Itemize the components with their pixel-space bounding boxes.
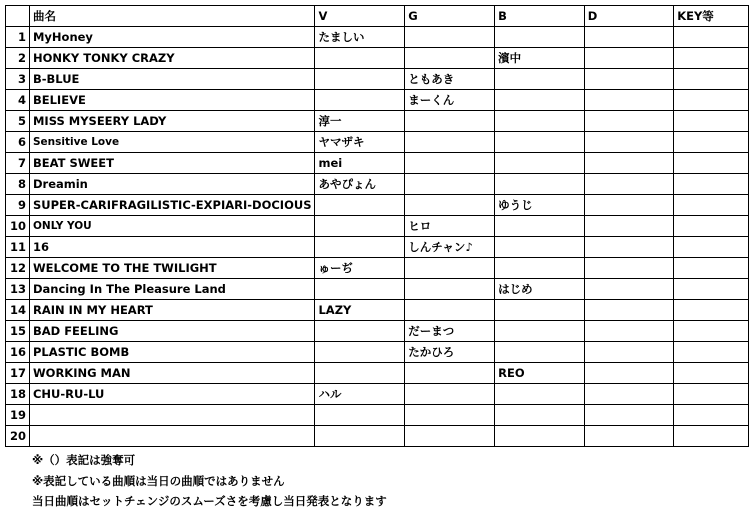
row-number-cell[interactable]: 2 xyxy=(6,48,30,69)
table-row xyxy=(6,258,749,279)
table-row xyxy=(6,342,749,363)
vocal-cell[interactable]: ゅーぢ xyxy=(315,258,405,279)
drums-cell[interactable] xyxy=(584,342,673,363)
table-row xyxy=(6,27,749,48)
song-title-cell[interactable] xyxy=(29,405,315,426)
song-title-cell[interactable]: Dancing In The Pleasure Land xyxy=(29,279,315,300)
bass-cell[interactable] xyxy=(495,90,585,111)
vocal-cell[interactable] xyxy=(315,363,405,384)
guitar-cell[interactable]: ともあき xyxy=(405,69,495,90)
row-number-cell[interactable]: 9 xyxy=(6,195,30,216)
bass-cell[interactable]: 濱中 xyxy=(495,48,585,69)
table-row xyxy=(6,111,749,132)
key-cell[interactable] xyxy=(674,27,749,48)
guitar-cell[interactable] xyxy=(405,363,495,384)
header-drums[interactable]: D xyxy=(584,6,673,27)
song-title-cell[interactable]: RAIN IN MY HEART xyxy=(29,300,315,321)
row-number-cell[interactable]: 14 xyxy=(6,300,30,321)
bass-cell[interactable] xyxy=(495,69,585,90)
row-number-cell[interactable]: 8 xyxy=(6,174,30,195)
guitar-cell[interactable] xyxy=(405,279,495,300)
table-row xyxy=(6,237,749,258)
key-cell[interactable] xyxy=(674,48,749,69)
guitar-cell[interactable]: まーくん xyxy=(405,90,495,111)
bass-cell[interactable]: REO xyxy=(495,363,585,384)
row-number-cell[interactable]: 10 xyxy=(6,216,30,237)
row-number-cell[interactable]: 1 xyxy=(6,27,30,48)
table-row xyxy=(6,48,749,69)
vocal-cell[interactable] xyxy=(315,69,405,90)
song-title-cell[interactable]: BEAT SWEET xyxy=(29,153,315,174)
guitar-cell[interactable] xyxy=(405,384,495,405)
header-title[interactable]: 曲名 xyxy=(29,6,315,27)
table-row xyxy=(6,216,749,237)
table-row xyxy=(6,300,749,321)
key-cell[interactable] xyxy=(674,174,749,195)
drums-cell[interactable] xyxy=(584,153,673,174)
key-cell[interactable] xyxy=(674,69,749,90)
table-row xyxy=(6,426,749,447)
vocal-cell[interactable] xyxy=(315,216,405,237)
vocal-cell[interactable] xyxy=(315,195,405,216)
drums-cell[interactable] xyxy=(584,111,673,132)
bass-cell[interactable]: はじめ xyxy=(495,279,585,300)
song-title-cell[interactable]: BAD FEELING xyxy=(29,321,315,342)
note-line: 当日曲順はセットチェンジのスムーズさを考慮し当日発表となります xyxy=(32,494,387,508)
row-number-cell[interactable]: 12 xyxy=(6,258,30,279)
bass-cell[interactable] xyxy=(495,237,585,258)
guitar-cell[interactable] xyxy=(405,405,495,426)
bass-cell[interactable] xyxy=(495,300,585,321)
key-cell[interactable] xyxy=(674,405,749,426)
drums-cell[interactable] xyxy=(584,405,673,426)
song-title-cell[interactable]: WORKING MAN xyxy=(29,363,315,384)
vocal-cell[interactable]: mei xyxy=(315,153,405,174)
setlist-table xyxy=(5,5,749,447)
song-title-cell[interactable] xyxy=(29,426,315,447)
guitar-cell[interactable]: しんチャン♪ xyxy=(405,237,495,258)
key-cell[interactable] xyxy=(674,216,749,237)
table-row xyxy=(6,69,749,90)
song-title-cell[interactable]: HONKY TONKY CRAZY xyxy=(29,48,315,69)
bass-cell[interactable] xyxy=(495,258,585,279)
vocal-cell[interactable] xyxy=(315,321,405,342)
drums-cell[interactable] xyxy=(584,216,673,237)
key-cell[interactable] xyxy=(674,342,749,363)
header-row xyxy=(6,6,749,27)
key-cell[interactable] xyxy=(674,132,749,153)
bass-cell[interactable] xyxy=(495,27,585,48)
table-row xyxy=(6,363,749,384)
guitar-cell[interactable] xyxy=(405,174,495,195)
guitar-cell[interactable] xyxy=(405,48,495,69)
vocal-cell[interactable]: LAZY xyxy=(315,300,405,321)
key-cell[interactable] xyxy=(674,153,749,174)
drums-cell[interactable] xyxy=(584,258,673,279)
key-cell[interactable] xyxy=(674,279,749,300)
vocal-cell[interactable] xyxy=(315,279,405,300)
table-row xyxy=(6,90,749,111)
bass-cell[interactable] xyxy=(495,174,585,195)
notes xyxy=(32,450,387,512)
vocal-cell[interactable]: あやぴょん xyxy=(315,174,405,195)
row-number-cell[interactable]: 6 xyxy=(6,132,30,153)
drums-cell[interactable] xyxy=(584,321,673,342)
table-row xyxy=(6,405,749,426)
drums-cell[interactable] xyxy=(584,426,673,447)
guitar-cell[interactable]: たかひろ xyxy=(405,342,495,363)
table-row xyxy=(6,195,749,216)
drums-cell[interactable] xyxy=(584,69,673,90)
table-row xyxy=(6,174,749,195)
key-cell[interactable] xyxy=(674,426,749,447)
song-title-cell[interactable]: ONLY YOU xyxy=(29,216,315,237)
bass-cell[interactable] xyxy=(495,216,585,237)
key-cell[interactable] xyxy=(674,300,749,321)
drums-cell[interactable] xyxy=(584,300,673,321)
drums-cell[interactable] xyxy=(584,195,673,216)
guitar-cell[interactable] xyxy=(405,153,495,174)
key-cell[interactable] xyxy=(674,237,749,258)
bass-cell[interactable] xyxy=(495,342,585,363)
song-title-cell[interactable]: 16 xyxy=(29,237,315,258)
header-number[interactable] xyxy=(6,6,30,27)
drums-cell[interactable] xyxy=(584,174,673,195)
song-title-cell[interactable]: CHU-RU-LU xyxy=(29,384,315,405)
note-line: ※（）表記は強奪可 xyxy=(32,453,136,467)
key-cell[interactable] xyxy=(674,321,749,342)
vocal-cell[interactable]: たましい xyxy=(315,27,405,48)
vocal-cell[interactable] xyxy=(315,90,405,111)
bass-cell[interactable] xyxy=(495,321,585,342)
song-title-cell[interactable]: SUPER-CARIFRAGILISTIC-EXPIARI-DOCIOUS xyxy=(29,195,315,216)
guitar-cell[interactable] xyxy=(405,426,495,447)
vocal-cell[interactable] xyxy=(315,405,405,426)
key-cell[interactable] xyxy=(674,195,749,216)
vocal-cell[interactable] xyxy=(315,48,405,69)
guitar-cell[interactable] xyxy=(405,132,495,153)
drums-cell[interactable] xyxy=(584,279,673,300)
guitar-cell[interactable] xyxy=(405,111,495,132)
guitar-cell[interactable] xyxy=(405,300,495,321)
song-title-cell[interactable]: BELIEVE xyxy=(29,90,315,111)
drums-cell[interactable] xyxy=(584,384,673,405)
guitar-cell[interactable] xyxy=(405,195,495,216)
song-title-cell[interactable]: MyHoney xyxy=(29,27,315,48)
row-number-cell[interactable]: 7 xyxy=(6,153,30,174)
drums-cell[interactable] xyxy=(584,48,673,69)
row-number-cell[interactable]: 13 xyxy=(6,279,30,300)
header-guitar[interactable]: G xyxy=(405,6,495,27)
drums-cell[interactable] xyxy=(584,90,673,111)
song-title-cell[interactable]: MISS MYSEERY LADY xyxy=(29,111,315,132)
guitar-cell[interactable] xyxy=(405,258,495,279)
row-number-cell[interactable]: 19 xyxy=(6,405,30,426)
key-cell[interactable] xyxy=(674,258,749,279)
vocal-cell[interactable] xyxy=(315,426,405,447)
drums-cell[interactable] xyxy=(584,27,673,48)
table-row xyxy=(6,279,749,300)
bass-cell[interactable] xyxy=(495,111,585,132)
key-cell[interactable] xyxy=(674,384,749,405)
row-number-cell[interactable]: 17 xyxy=(6,363,30,384)
drums-cell[interactable] xyxy=(584,237,673,258)
vocal-cell[interactable]: ヤマザキ xyxy=(315,132,405,153)
drums-cell[interactable] xyxy=(584,363,673,384)
row-number-cell[interactable]: 15 xyxy=(6,321,30,342)
table-row xyxy=(6,321,749,342)
vocal-cell[interactable]: 淳一 xyxy=(315,111,405,132)
vocal-cell[interactable]: ハル xyxy=(315,384,405,405)
row-number-cell[interactable]: 11 xyxy=(6,237,30,258)
bass-cell[interactable] xyxy=(495,384,585,405)
bass-cell[interactable] xyxy=(495,405,585,426)
row-number-cell[interactable]: 5 xyxy=(6,111,30,132)
song-title-cell[interactable]: B-BLUE xyxy=(29,69,315,90)
bass-cell[interactable] xyxy=(495,132,585,153)
key-cell[interactable] xyxy=(674,363,749,384)
bass-cell[interactable] xyxy=(495,153,585,174)
key-cell[interactable] xyxy=(674,111,749,132)
row-number-cell[interactable]: 3 xyxy=(6,69,30,90)
song-title-cell[interactable]: Sensitive Love xyxy=(29,132,315,153)
table-row xyxy=(6,384,749,405)
key-cell[interactable] xyxy=(674,90,749,111)
bass-cell[interactable]: ゆうじ xyxy=(495,195,585,216)
vocal-cell[interactable] xyxy=(315,342,405,363)
drums-cell[interactable] xyxy=(584,132,673,153)
table-row xyxy=(6,132,749,153)
header-key[interactable]: KEY等 xyxy=(674,6,749,27)
row-number-cell[interactable]: 20 xyxy=(6,426,30,447)
guitar-cell[interactable] xyxy=(405,27,495,48)
row-number-cell[interactable]: 4 xyxy=(6,90,30,111)
note-line: ※表記している曲順は当日の曲順ではありません xyxy=(32,473,285,488)
guitar-cell[interactable]: ヒロ xyxy=(405,216,495,237)
row-number-cell[interactable]: 16 xyxy=(6,342,30,363)
vocal-cell[interactable] xyxy=(315,237,405,258)
row-number-cell[interactable]: 18 xyxy=(6,384,30,405)
song-title-cell[interactable]: PLASTIC BOMB xyxy=(29,342,315,363)
guitar-cell[interactable]: だーまつ xyxy=(405,321,495,342)
header-bass[interactable]: B xyxy=(495,6,585,27)
song-title-cell[interactable]: WELCOME TO THE TWILIGHT xyxy=(29,258,315,279)
bass-cell[interactable] xyxy=(495,426,585,447)
song-title-cell[interactable]: Dreamin xyxy=(29,174,315,195)
table-row xyxy=(6,153,749,174)
header-vocal[interactable]: V xyxy=(315,6,405,27)
